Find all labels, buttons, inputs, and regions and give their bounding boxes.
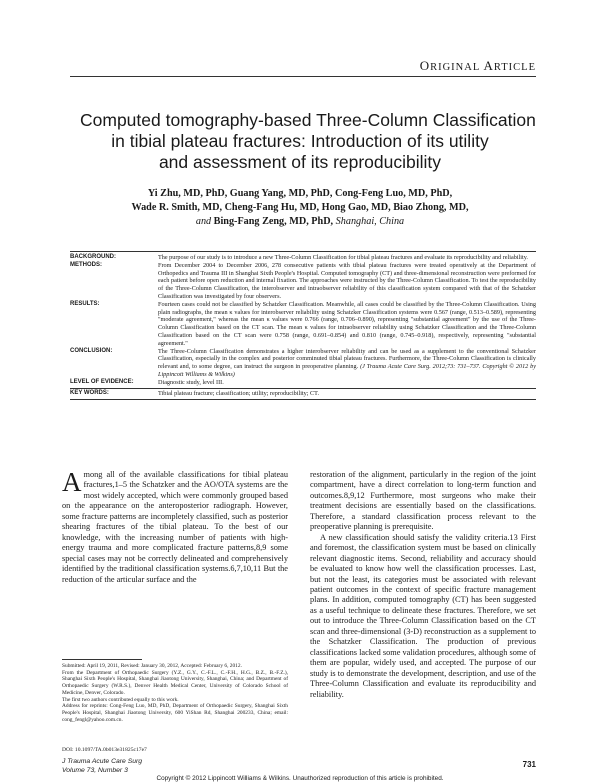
abstract-label-level: LEVEL OF EVIDENCE: bbox=[70, 378, 134, 385]
body-column-left bbox=[62, 467, 288, 585]
drop-cap: A bbox=[62, 467, 82, 497]
authors-last-name: Bing-Fang Zeng, MD, PhD, bbox=[213, 216, 334, 227]
body-paragraph: A new classification should satisfy the validity criteria.13 First and foremost, the classification system must be based on clinically relevant diagnostic items. Second, reliability and accuracy should be evaluated to know how well the classification processes. Last, but not the least, its categories must be associated with relevant patient outcomes in the context of specific fracture management plans. In addition, computed tomography (CT) has been suggested as a useful technique to delineate these fractures. Therefore, we set out to introduce the Three-Column Classification based on the CT scan and three-dimensional (3-D) reconstruction as a supplement to the Schatzker Classification. The production of previous classifications lacked some validation procedures, although some of them are popular, widely used, and accepted. The purpose of our study is to demonstrate the development, description, and use of the Three-Column Classification and evaluate its reproducibility and reliability. bbox=[310, 532, 536, 699]
doi-text: DOI: 10.1097/TA.0b013e31825c17e7 bbox=[62, 747, 147, 753]
footnote-address: Address for reprints: Cong-Feng Luo, MD, PhD, Department of Orthopaedic Surgery, Shanghai Sixth People's Hospital, Shanghai Jiaotong University, 600 YiShan Rd, Shanghai 200233, China; email: cong_fengl@yahoo.com.cn. bbox=[62, 703, 288, 723]
section-label-initial-2: A bbox=[483, 58, 494, 73]
body-paragraph bbox=[62, 467, 288, 585]
author-location: Shanghai, China bbox=[335, 216, 405, 227]
abstract-text-keywords: Tibial plateau fracture; classification; utility; reproducibility; CT. bbox=[158, 389, 320, 397]
title-line-3: and assessment of its reproducibility bbox=[158, 152, 442, 172]
body-column-right bbox=[310, 470, 536, 700]
section-label-rest: RIGINAL bbox=[430, 62, 484, 73]
abstract-label-results: RESULTS: bbox=[70, 300, 100, 307]
abstract-text-methods: From December 2004 to December 2006, 278 consecutive patients with tibial plateau fractures were treated operatively at the Department of Orthopedics and Trauma III in Shanghai Sixth People's Hospital. Computed tomography (CT) and three-dimensional reconstruction were preformed for each patient before open reduction and internal fixation. The approaches were instructed by the Three-Column Classification. To test the reproducibility of the Three-Column Classification, the interobserver and intraobserver reliability of this classification system compared with that of the Schatzker Classification was investigated by four observers. bbox=[158, 261, 536, 300]
page-number: 731 bbox=[522, 760, 536, 769]
footnote-contribution: The first two authors contributed equally to this work. bbox=[62, 696, 179, 703]
article-title bbox=[80, 110, 536, 173]
abstract-label-background: BACKGROUND: bbox=[70, 254, 116, 260]
header-divider bbox=[70, 76, 536, 77]
title-line-2: in tibial plateau fractures: Introduction of its utility bbox=[111, 131, 489, 151]
journal-info bbox=[62, 758, 142, 775]
abstract-row-methods bbox=[70, 262, 536, 301]
abstract-row-conclusion bbox=[70, 348, 536, 379]
authors-line-1: Yi Zhu, MD, PhD, Guang Yang, MD, PhD, Cong-Feng Luo, MD, PhD, bbox=[147, 188, 453, 199]
section-label bbox=[420, 58, 536, 74]
footnotes bbox=[62, 663, 288, 723]
authors-and: and bbox=[195, 216, 212, 227]
section-label-initial: O bbox=[419, 58, 431, 73]
abstract-text-results: Fourteen cases could not be classified by Schatzker Classification. Meanwhile, all cases could be classified by the Three-Column Classification. Using plain radiographs, the mean κ values for interobserver reliability using Schatzker Classification systems were 0.567 (range, 0.513–0.589), representing "moderate agreement," whereas the mean κ values were 0.766 (range, 0.706–0.890), representing "substantial agreement" by the use of the Three-Column Classification based on the CT scan. The mean κ values for intraobserver reliability using Schatzker Classification and the Three-Column Classification based on the CT scan were 0.758 (range, 0.691–0.854) and 0.810 (range, 0.745–0.918), respectively, representing "substantial agreement." bbox=[158, 300, 536, 347]
body-paragraph: restoration of the alignment, particularly in the region of the joint compartment, have a direct correlation to long-term function and outcomes.8,9,12 Furthermore, most surgeons who make their treatment decisions are essentially based on the classifications. Therefore, a standard classification process relevant to the preoperative planning is prerequisite. bbox=[310, 470, 536, 532]
authors-line-3 bbox=[90, 215, 510, 229]
abstract-block bbox=[70, 251, 536, 400]
copyright-notice: Copyright © 2012 Lippincott Williams & Wilkins. Unauthorized reproduction of this article is prohibited. bbox=[156, 775, 444, 782]
section-label-rest-2: RTICLE bbox=[493, 62, 536, 73]
abstract-text-conclusion bbox=[158, 348, 536, 379]
footnote-submitted: Submitted: April 19, 2011, Revised: January 30, 2012, Accepted: February 6, 2012. bbox=[62, 663, 242, 669]
abstract-row-level bbox=[70, 379, 536, 387]
journal-volume: Volume 73, Number 3 bbox=[62, 766, 128, 774]
abstract-row-background bbox=[70, 254, 536, 262]
abstract-row-keywords bbox=[70, 388, 536, 398]
footnote-divider bbox=[62, 659, 142, 660]
body-text-left: mong all of the available classifications for tibial plateau fractures,1–5 the Schatzker and the AO/OTA systems are the most widely accepted, which were commonly grouped based on the appearance on the anteroposterior radiograph. However, some fracture patterns are incompletely classified, such as posterior shearing fractures of the tibial plateau. To the best of our knowledge, with the increasing number of patients with high-energy trauma and more complicated fracture patterns,8,9 some special cases may not be correctly delineated and comprehensively identified by the traditional classification systems.6,7,10,11 But the reduction of the articular surface and the bbox=[62, 470, 288, 584]
journal-name: J Trauma Acute Care Surg bbox=[62, 758, 143, 765]
author-list bbox=[90, 187, 510, 229]
abstract-label-keywords: KEY WORDS: bbox=[70, 389, 109, 396]
abstract-row-results bbox=[70, 301, 536, 348]
abstract-text-level: Diagnostic study, level III. bbox=[158, 378, 224, 386]
abstract-text-background: The purpose of our study is to introduce a new Three-Column Classification for tibial plateau fractures and evaluate its reproducibility and reliability. bbox=[158, 254, 528, 261]
abstract-label-methods: METHODS: bbox=[70, 261, 102, 268]
abstract-citation: (J Trauma Acute Care Surg. 2012;73: 731–737. Copyright © 2012 by Lippincott Williams & Wilkins) bbox=[158, 363, 536, 378]
title-line-1: Computed tomography-based Three-Column Classification bbox=[80, 110, 536, 130]
authors-line-2: Wade R. Smith, MD, Cheng-Fang Hu, MD, Hong Gao, MD, Biao Zhong, MD, bbox=[131, 202, 469, 213]
conclusion-text: The Three-Column Classification demonstrates a higher interobserver reliability and can be used as a supplement to the conventional Schatzker Classification, especially in the complex and posterior comminuted tibial plateau fractures. Furthermore, the Three-Column Classification is clinically relevant and, to some degree, can instruct the surgeon in preoperative planning. bbox=[158, 347, 536, 371]
footnote-affiliation: From the Department of Orthopaedic Surgery (Y.Z., G.Y., C.-F.L., C.-F.H., H.G., B.Z., B.-F.Z.), Shanghai Sixth People's Hospital, Shanghai Jiaotong University, Shanghai, China; and Department of Orthopaedic Surgery (W.R.S.), Denver Health Medical Center, University of Colorado School of Medicine, Denver, Colorado. bbox=[62, 669, 288, 696]
abstract-label-conclusion: CONCLUSION: bbox=[70, 347, 113, 354]
